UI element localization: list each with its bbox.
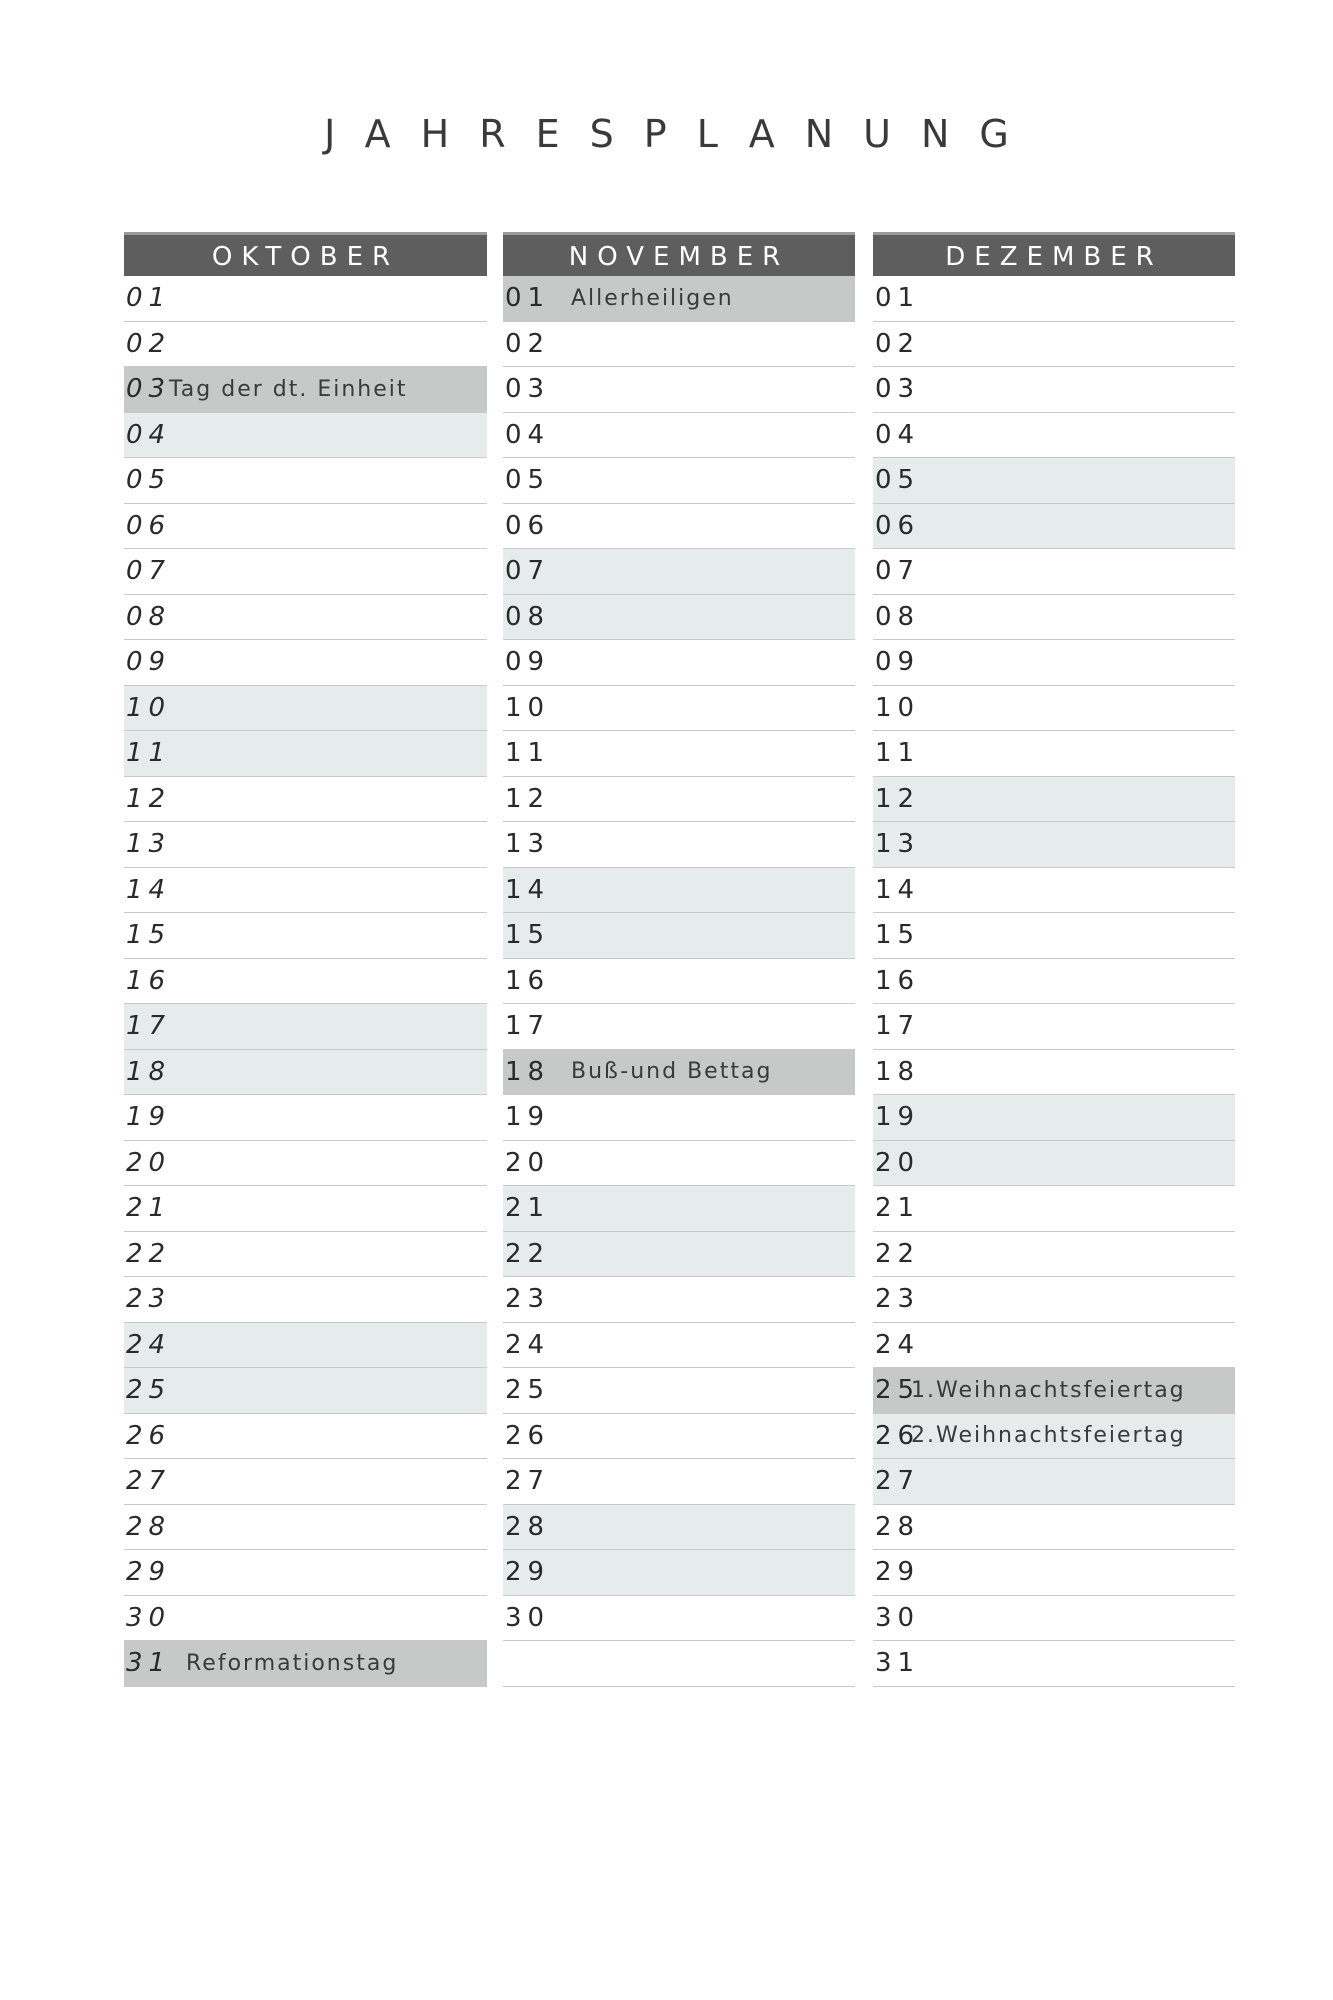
day-number: 26 (505, 1420, 551, 1451)
day-number: 11 (875, 738, 921, 769)
day-number: 10 (126, 692, 172, 723)
day-row (873, 686, 1235, 732)
month-column-november (503, 232, 855, 1687)
day-row (503, 1050, 855, 1096)
day-row (124, 1186, 487, 1232)
day-row (124, 1414, 487, 1460)
day-number: 26 (126, 1420, 172, 1451)
day-number: 26 (875, 1420, 921, 1451)
day-number: 14 (875, 874, 921, 905)
day-row (873, 731, 1235, 777)
day-row (503, 458, 855, 504)
day-row (503, 1459, 855, 1505)
day-number: 07 (505, 556, 551, 587)
day-number: 21 (505, 1193, 551, 1224)
day-number: 24 (505, 1329, 551, 1360)
holiday-label: Buß-und Bettag (571, 1059, 773, 1085)
day-row (124, 1004, 487, 1050)
day-row (873, 1095, 1235, 1141)
holiday-label: 1.Weihnachtsfeiertag (911, 1377, 1186, 1403)
day-number: 04 (126, 419, 172, 450)
day-number: 25 (505, 1375, 551, 1406)
day-row (873, 1004, 1235, 1050)
day-row (124, 822, 487, 868)
day-row (503, 913, 855, 959)
day-row (873, 1141, 1235, 1187)
month-column-dezember (873, 232, 1235, 1687)
day-number: 15 (505, 920, 551, 951)
day-row (124, 413, 487, 459)
day-number: 19 (505, 1102, 551, 1133)
day-row (503, 686, 855, 732)
day-row (124, 777, 487, 823)
holiday-label: Reformationstag (186, 1650, 399, 1676)
day-row (873, 1277, 1235, 1323)
day-row (124, 504, 487, 550)
day-row (503, 549, 855, 595)
day-number: 28 (126, 1511, 172, 1542)
day-number: 18 (875, 1056, 921, 1087)
day-number: 15 (126, 920, 172, 951)
day-row (873, 1641, 1235, 1687)
day-number: 01 (505, 283, 551, 314)
day-list (873, 276, 1235, 1687)
day-number: 24 (875, 1329, 921, 1360)
day-number: 10 (505, 692, 551, 723)
day-row (503, 1232, 855, 1278)
day-row (873, 1459, 1235, 1505)
day-number: 02 (126, 328, 172, 359)
day-row (873, 1414, 1235, 1460)
day-number: 16 (875, 965, 921, 996)
month-header: OKTOBER (124, 232, 487, 276)
day-row (873, 1596, 1235, 1642)
day-row (503, 1505, 855, 1551)
day-row (503, 868, 855, 914)
day-row (873, 1050, 1235, 1096)
day-number: 03 (505, 374, 551, 405)
page-title: JAHRESPLANUNG (324, 112, 1039, 156)
day-row (503, 367, 855, 413)
day-row (124, 731, 487, 777)
day-row (873, 549, 1235, 595)
day-number: 29 (126, 1557, 172, 1588)
day-number: 27 (875, 1466, 921, 1497)
day-number: 25 (126, 1375, 172, 1406)
day-row (124, 322, 487, 368)
day-row (124, 1141, 487, 1187)
day-number: 20 (126, 1147, 172, 1178)
day-row (503, 322, 855, 368)
day-row (124, 1550, 487, 1596)
day-number: 22 (126, 1238, 172, 1269)
day-row (124, 458, 487, 504)
day-number: 05 (875, 465, 921, 496)
day-row (124, 367, 487, 413)
day-row (124, 1368, 487, 1414)
day-row (124, 1459, 487, 1505)
day-number: 13 (126, 829, 172, 860)
day-number: 16 (505, 965, 551, 996)
day-row (124, 686, 487, 732)
day-number: 30 (875, 1602, 921, 1633)
day-row (503, 1596, 855, 1642)
day-number: 06 (126, 510, 172, 541)
day-number: 28 (505, 1511, 551, 1542)
day-row (124, 1596, 487, 1642)
day-number: 11 (505, 738, 551, 769)
day-row (873, 1232, 1235, 1278)
day-number: 09 (875, 647, 921, 678)
day-row (124, 1505, 487, 1551)
day-number: 29 (505, 1557, 551, 1588)
day-number: 08 (505, 601, 551, 632)
day-number: 16 (126, 965, 172, 996)
day-number: 12 (126, 783, 172, 814)
day-row (503, 959, 855, 1005)
day-list (503, 276, 855, 1687)
day-row (873, 504, 1235, 550)
day-number: 27 (505, 1466, 551, 1497)
day-number: 06 (875, 510, 921, 541)
holiday-label: 2.Weihnachtsfeiertag (911, 1423, 1186, 1449)
day-number: 05 (126, 465, 172, 496)
day-row (873, 868, 1235, 914)
day-row (124, 1277, 487, 1323)
day-number: 03 (875, 374, 921, 405)
day-row (873, 1368, 1235, 1414)
day-number: 12 (875, 783, 921, 814)
holiday-label: Allerheiligen (571, 285, 734, 311)
day-row (503, 1641, 855, 1687)
day-number: 25 (875, 1375, 921, 1406)
day-row (873, 1323, 1235, 1369)
day-number: 17 (126, 1011, 172, 1042)
day-number: 24 (126, 1329, 172, 1360)
day-number: 22 (875, 1238, 921, 1269)
day-row (124, 549, 487, 595)
day-row (873, 367, 1235, 413)
day-row (503, 504, 855, 550)
day-row (873, 322, 1235, 368)
day-row (124, 276, 487, 322)
day-number: 17 (875, 1011, 921, 1042)
month-header: DEZEMBER (873, 232, 1235, 276)
day-row (503, 1277, 855, 1323)
day-number: 20 (505, 1147, 551, 1178)
day-number: 05 (505, 465, 551, 496)
day-number: 29 (875, 1557, 921, 1588)
day-row (124, 868, 487, 914)
day-number: 31 (875, 1648, 921, 1679)
day-row (873, 276, 1235, 322)
day-row (503, 595, 855, 641)
day-number: 23 (126, 1284, 172, 1315)
day-number: 04 (875, 419, 921, 450)
day-number: 17 (505, 1011, 551, 1042)
day-number: 09 (126, 647, 172, 678)
day-row (503, 731, 855, 777)
day-number: 14 (126, 874, 172, 905)
holiday-label: Tag der dt. Einheit (169, 376, 408, 402)
day-number: 01 (126, 283, 172, 314)
day-row (503, 1186, 855, 1232)
day-number: 07 (126, 556, 172, 587)
day-number: 21 (126, 1193, 172, 1224)
day-row (124, 1232, 487, 1278)
day-number: 22 (505, 1238, 551, 1269)
day-number: 20 (875, 1147, 921, 1178)
day-number: 27 (126, 1466, 172, 1497)
day-row (124, 913, 487, 959)
day-row (503, 777, 855, 823)
day-list (124, 276, 487, 1687)
day-number: 06 (505, 510, 551, 541)
day-number: 08 (875, 601, 921, 632)
day-number: 28 (875, 1511, 921, 1542)
day-number: 31 (126, 1648, 172, 1679)
day-row (124, 640, 487, 686)
day-number: 13 (505, 829, 551, 860)
day-row (873, 777, 1235, 823)
day-number: 03 (126, 374, 172, 405)
day-row (503, 1368, 855, 1414)
day-row (124, 595, 487, 641)
day-number: 02 (505, 328, 551, 359)
month-header: NOVEMBER (503, 232, 855, 276)
day-row (873, 640, 1235, 686)
day-number: 14 (505, 874, 551, 905)
day-row (124, 1050, 487, 1096)
day-row (503, 1095, 855, 1141)
day-number: 09 (505, 647, 551, 678)
day-row (503, 1141, 855, 1187)
day-row (124, 1641, 487, 1687)
day-number: 08 (126, 601, 172, 632)
day-number: 15 (875, 920, 921, 951)
day-row (503, 1550, 855, 1596)
day-number: 13 (875, 829, 921, 860)
day-row (503, 1323, 855, 1369)
day-row (503, 822, 855, 868)
day-row (873, 595, 1235, 641)
day-number: 18 (505, 1056, 551, 1087)
day-number: 23 (505, 1284, 551, 1315)
day-row (503, 1004, 855, 1050)
day-row (873, 959, 1235, 1005)
day-row (503, 640, 855, 686)
day-number: 30 (505, 1602, 551, 1633)
day-number: 10 (875, 692, 921, 723)
day-number: 07 (875, 556, 921, 587)
day-number: 02 (875, 328, 921, 359)
day-row (503, 413, 855, 459)
day-row (124, 1095, 487, 1141)
day-row (124, 1323, 487, 1369)
day-number: 19 (875, 1102, 921, 1133)
day-number: 01 (875, 283, 921, 314)
day-number: 11 (126, 738, 172, 769)
day-row (503, 276, 855, 322)
day-number: 12 (505, 783, 551, 814)
day-row (503, 1414, 855, 1460)
day-row (873, 822, 1235, 868)
day-number: 23 (875, 1284, 921, 1315)
day-row (873, 413, 1235, 459)
day-row (873, 1186, 1235, 1232)
day-number: 21 (875, 1193, 921, 1224)
day-row (124, 959, 487, 1005)
day-number: 30 (126, 1602, 172, 1633)
day-row (873, 1550, 1235, 1596)
day-row (873, 1505, 1235, 1551)
day-number: 18 (126, 1056, 172, 1087)
day-number: 19 (126, 1102, 172, 1133)
day-row (873, 458, 1235, 504)
month-column-oktober (124, 232, 487, 1687)
day-number: 04 (505, 419, 551, 450)
day-row (873, 913, 1235, 959)
